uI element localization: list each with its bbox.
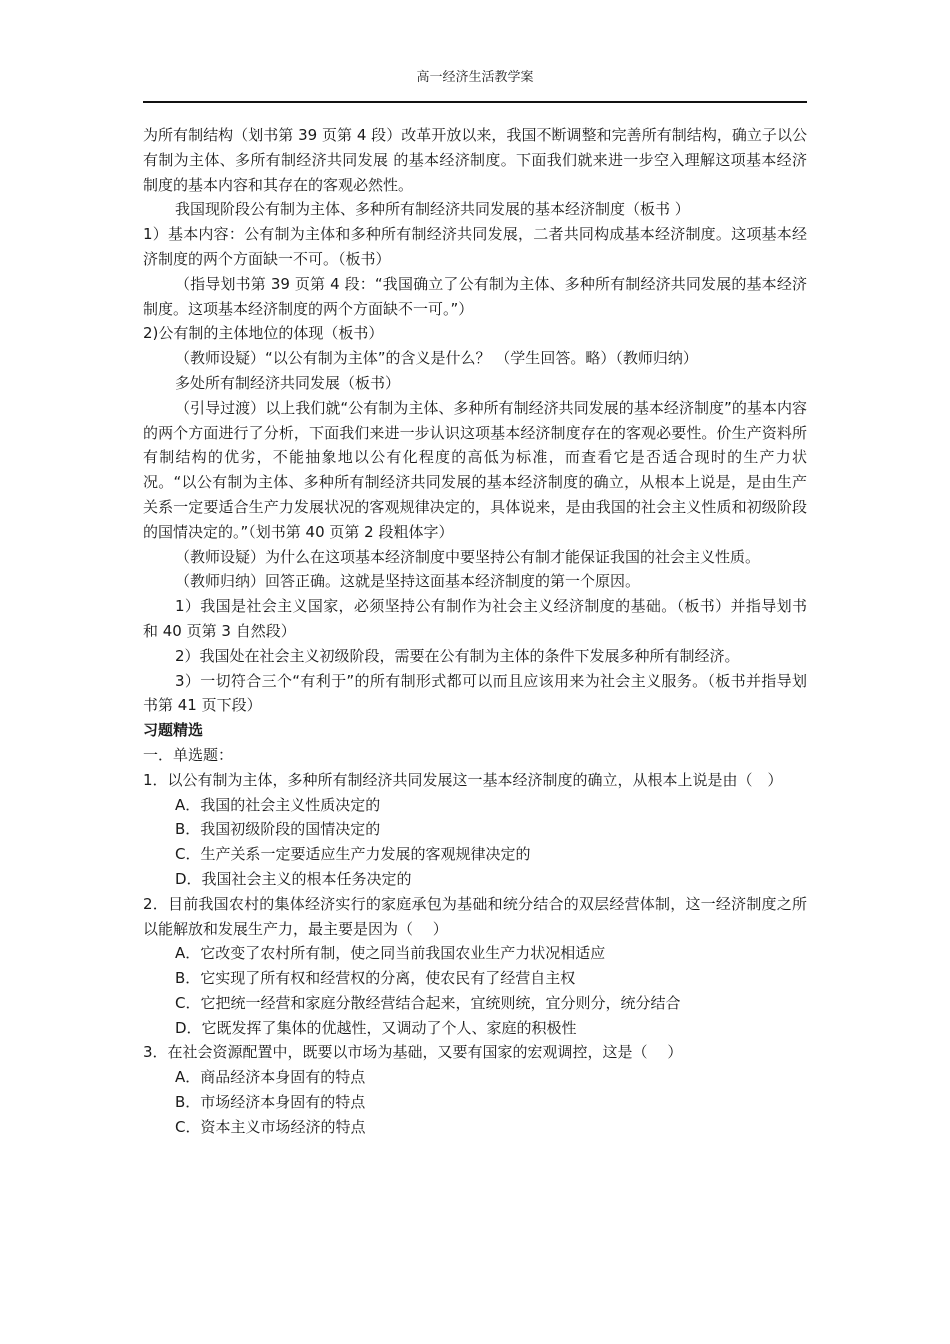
- paragraph: 3）一切符合三个“有利于”的所有制形式都可以而且应该用来为社会主义服务。（板书并指导划书第 41 页下段）: [143, 671, 807, 715]
- header-divider: [143, 101, 807, 103]
- paragraph: （指导划书第 39 页第 4 段：“我国确立了公有制为主体、多种所有制经济共同发展的基本经济制度。这项基本经济制度的两个方面缺不一可。”）: [143, 274, 807, 318]
- document-body: [143, 123, 807, 1140]
- paragraph: 1）我国是社会主义国家，必须坚持公有制作为社会主义经济制度的基础。（板书）并指导划书和 40 页第 3 自然段）: [143, 597, 807, 640]
- question-stem: 1．以公有制为主体，多种所有制经济共同发展这一基本经济制度的确立，从根本上说是由（ ）: [143, 770, 783, 789]
- question-option: C．生产关系一定要适应生产力发展的客观规律决定的: [175, 845, 531, 864]
- paragraph: （引导过渡）以上我们就“公有制为主体、多种所有制经济共同发展的基本经济制度”的基本内容的两个方面进行了分析，下面我们来进一步认识这项基本经济制度存在的客观必要性。价生产资料所有制结构的优劣，不能抽象地以公有化程度的高低为标准，而查看它是否适合现时的生产力状况。“以公有制为主体、多种所有制经济共同发展的基本经济制度的确立，从根本上说是，是由生产关系一定要适合生产力发展状况的客观规律决定的，具体说来，是由我国的社会主义性质和初级阶段的国情决定的。”（划书第 40 页第 2 段粗体字）: [143, 398, 807, 541]
- question-option: A．商品经济本身固有的特点: [175, 1068, 366, 1087]
- paragraph: （教师设疑）为什么在这项基本经济制度中要坚持公有制才能保证我国的社会主义性质。: [175, 547, 761, 566]
- question-option: C．资本主义市场经济的特点: [175, 1117, 366, 1136]
- exercises-section-label: 一．单选题：: [143, 745, 234, 764]
- paragraph: 多处所有制经济共同发展（板书）: [175, 373, 401, 392]
- paragraph: （教师设疑）“以公有制为主体”的含义是什么？ （学生回答。略）（教师归纳）: [175, 349, 698, 368]
- paragraph: 1）基本内容：公有制为主体和多种所有制经济共同发展，二者共同构成基本经济制度。这项基本经济制度的两个方面缺一不可。（板书）: [143, 225, 807, 268]
- question-stem: 2．目前我国农村的集体经济实行的家庭承包为基础和统分结合的双层经营体制，这一经济制度之所以能解放和发展生产力，最主要是因为（ ）: [143, 894, 807, 938]
- paragraph: 2）我国处在社会主义初级阶段，需要在公有制为主体的条件下发展多种所有制经济。: [175, 646, 740, 665]
- exercises-heading: 习题精选: [143, 721, 204, 740]
- paragraph: 2)公有制的主体地位的体现（板书）: [143, 324, 384, 343]
- question-stem: 3．在社会资源配置中，既要以市场为基础，又要有国家的宏观调控，这是（ ）: [143, 1043, 683, 1062]
- question-option: D．我国社会主义的根本任务决定的: [175, 869, 412, 888]
- question-option: A．它改变了农村所有制，使之同当前我国农业生产力状况相适应: [175, 944, 606, 963]
- paragraph: （教师归纳）回答正确。这就是坚持这面基本经济制度的第一个原因。: [175, 572, 641, 591]
- question-option: B．它实现了所有权和经营权的分离，使农民有了经营自主权: [175, 969, 576, 988]
- paragraph: 为所有制结构（划书第 39 页第 4 段）改革开放以来，我国不断调整和完善所有制结构，确立子以公有制为主体、多所有制经济共同发展 的基本经济制度。下面我们就来进一步空入理解这项基本经济制度的基本内容和其存在的客观必然性。: [143, 126, 807, 194]
- question-option: A．我国的社会主义性质决定的: [175, 795, 381, 814]
- question-option: C．它把统一经营和家庭分散经营结合起来，宜统则统，宜分则分，统分结合: [175, 993, 681, 1012]
- question-option: B．我国初级阶段的国情决定的: [175, 820, 381, 839]
- paragraph: 我国现阶段公有制为主体、多种所有制经济共同发展的基本经济制度（板书 ）: [175, 200, 690, 219]
- question-option: D．它既发挥了集体的优越性，又调动了个人、家庭的积极性: [175, 1018, 577, 1037]
- question-option: B．市场经济本身固有的特点: [175, 1093, 366, 1112]
- page-header-title: 高一经济生活教学案: [416, 70, 534, 85]
